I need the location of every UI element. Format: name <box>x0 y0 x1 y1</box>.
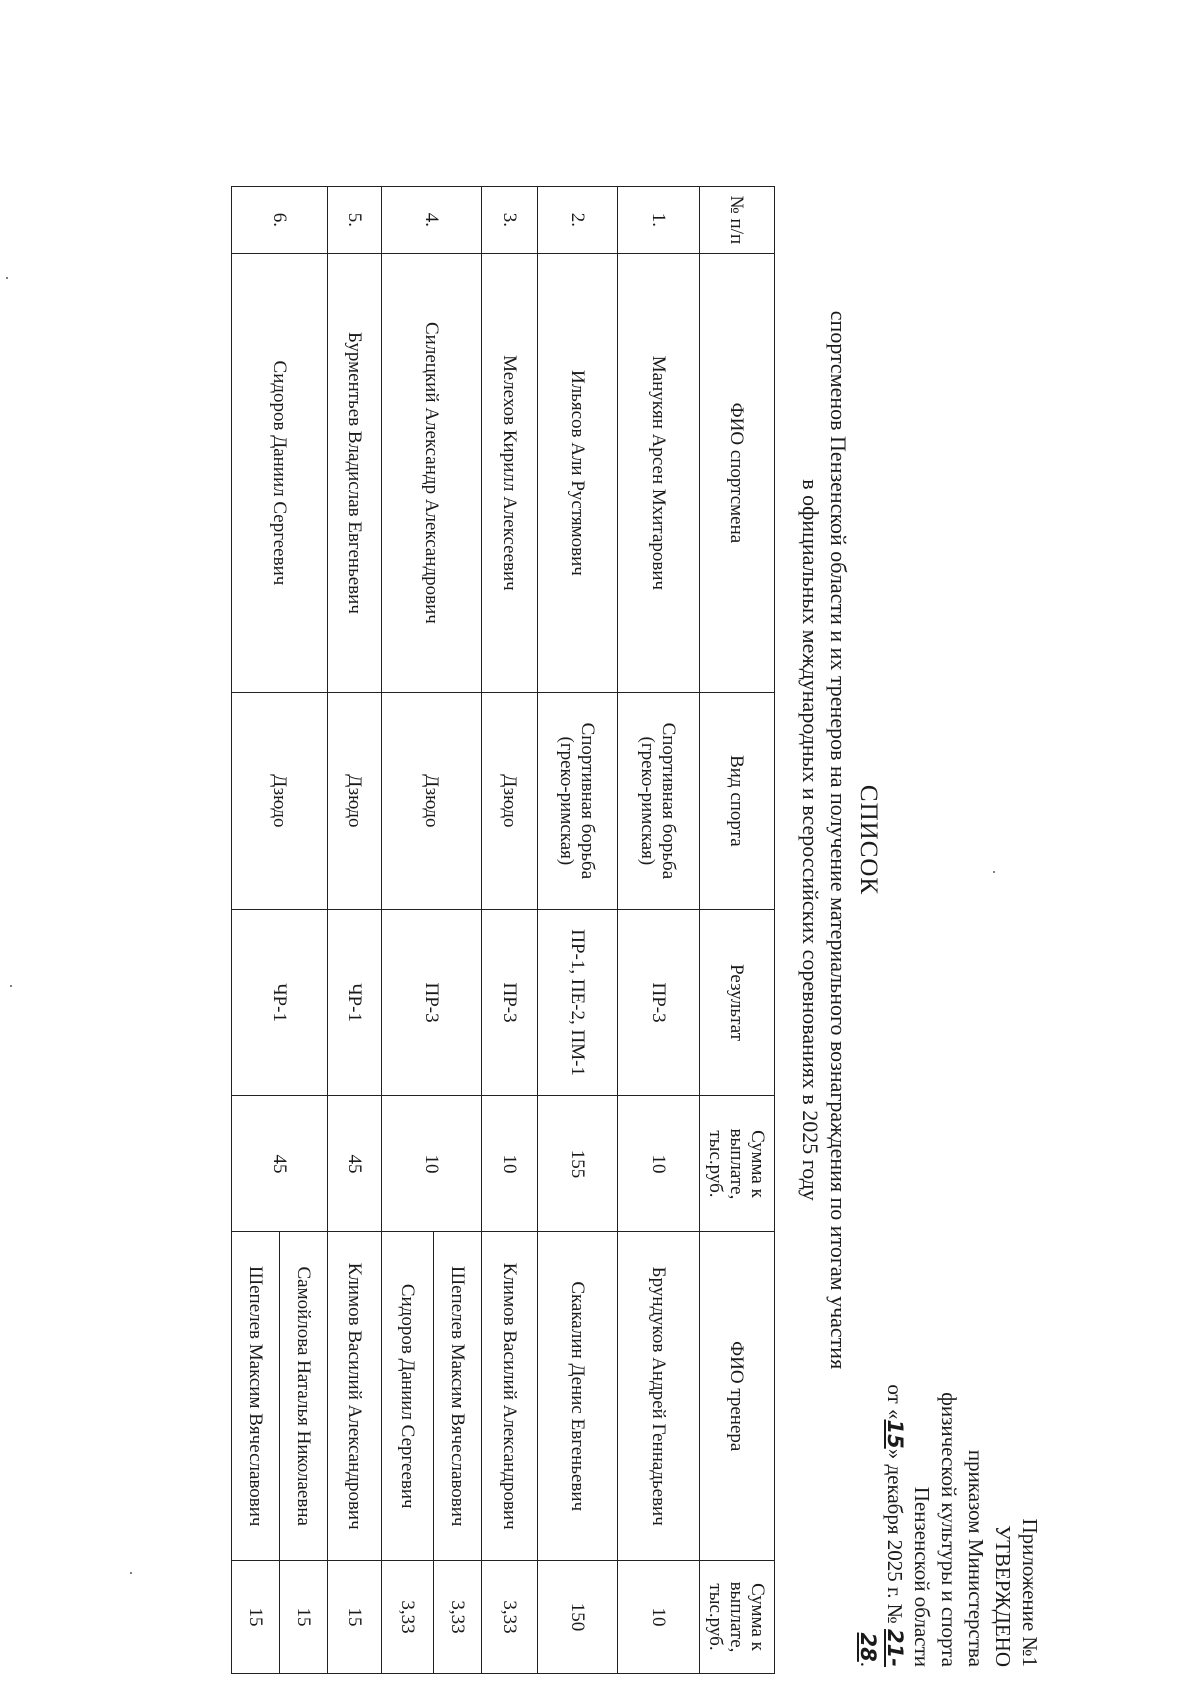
athlete-name: Ильясов Али Рустямович <box>538 253 618 692</box>
athlete-sum: 45 <box>232 1096 328 1232</box>
row-number: 1. <box>618 187 700 254</box>
subtitle-line: спортсменов Пензенской области и их тренеров на получение материального вознаграждения по итогам участия <box>826 310 851 1370</box>
approval-block <box>854 1357 1043 1667</box>
sport-name: Дзюдо <box>232 693 328 910</box>
coach-name: Шепелев Максим Вячеславович <box>434 1232 482 1561</box>
coach-sum: 15 <box>328 1560 382 1673</box>
col-header-coach-sum: Сумма к выплате, тыс.руб. <box>700 1560 775 1673</box>
date-prefix: от « <box>883 1384 907 1420</box>
row-number: 2. <box>538 187 618 254</box>
table-row <box>538 187 618 1674</box>
table-row <box>434 187 482 1674</box>
scan-speck <box>10 985 12 987</box>
subtitle-line: в официальных международных и всероссийских соревнованиях в 2025 году <box>798 479 823 1201</box>
athlete-name: Манукян Арсен Мхитарович <box>618 253 700 692</box>
table-row <box>328 187 382 1674</box>
result: ПР-3 <box>618 909 700 1096</box>
col-header-number: № п/п <box>700 187 775 254</box>
sport-name: Спортивная борьба (греко-римская) <box>538 693 618 910</box>
athlete-name: Мелехов Кирилл Алексеевич <box>482 253 538 692</box>
coach-sum: 3,33 <box>434 1560 482 1673</box>
coach-sum: 15 <box>280 1560 328 1673</box>
date-middle: » декабря 2025 г. № <box>883 1448 907 1624</box>
athlete-sum: 45 <box>328 1096 382 1232</box>
scan-speck <box>993 871 995 873</box>
athlete-sum: 10 <box>482 1096 538 1232</box>
row-number: 4. <box>382 187 482 254</box>
coach-sum: 150 <box>538 1560 618 1673</box>
result: ПР-3 <box>482 909 538 1096</box>
athlete-sum: 155 <box>538 1096 618 1232</box>
table-row <box>482 187 538 1674</box>
row-number: 5. <box>328 187 382 254</box>
table-row <box>280 187 328 1674</box>
appendix-line: Приложение №1 <box>1018 1518 1042 1667</box>
athlete-name: Бурментьев Владислав Евгеньевич <box>328 253 382 692</box>
athlete-name: Сидоров Даниил Сергеевич <box>232 253 328 692</box>
result: ЧР-1 <box>328 909 382 1096</box>
athlete-sum: 10 <box>618 1096 700 1232</box>
sport-name: Дзюдо <box>482 693 538 910</box>
sport-name: Дзюдо <box>328 693 382 910</box>
approval-line: УТВЕРЖДЕНО <box>991 1525 1015 1667</box>
coach-name: Сидоров Даниил Сергеевич <box>382 1232 434 1561</box>
athlete-name: Силецкий Александр Александрович <box>382 253 482 692</box>
result: ПР-1, ПЕ-2, ПМ-1 <box>538 909 618 1096</box>
col-header-athlete-sum: Сумма к выплате, тыс.руб. <box>700 1096 775 1232</box>
date-day: 15 <box>883 1419 907 1449</box>
ministry-line: физической культуры и спорта <box>937 1392 961 1667</box>
scan-speck <box>130 1572 132 1574</box>
coach-name: Скакалин Денис Евгеньевич <box>538 1232 618 1561</box>
sport-name: Спортивная борьба (греко-римская) <box>618 693 700 910</box>
coach-sum: 3,33 <box>482 1560 538 1673</box>
coach-sum: 10 <box>618 1560 700 1673</box>
coach-name: Шепелев Максим Вячеславович <box>232 1232 280 1561</box>
coach-sum: 15 <box>232 1560 280 1673</box>
row-number: 6. <box>232 187 328 254</box>
order-date-line: от «15» декабря 2025 г. № 21-28. <box>856 1384 907 1667</box>
athlete-sum: 10 <box>382 1096 482 1232</box>
col-header-result: Результат <box>700 909 775 1096</box>
sport-name: Дзюдо <box>382 693 482 910</box>
col-header-athlete: ФИО спортсмена <box>700 253 775 692</box>
document-title: СПИСОК <box>855 784 882 896</box>
result: ПР-3 <box>382 909 482 1096</box>
table-header-row <box>700 187 775 1674</box>
scan-speck <box>6 277 8 279</box>
document-subtitle <box>796 230 852 1450</box>
col-header-sport: Вид спорта <box>700 693 775 910</box>
athletes-table <box>231 186 775 1674</box>
row-number: 3. <box>482 187 538 254</box>
coach-sum: 3,33 <box>382 1560 434 1673</box>
order-line: приказом Министерства <box>964 1449 988 1667</box>
col-header-coach: ФИО тренера <box>700 1232 775 1561</box>
region-line: Пензенской области <box>910 1486 934 1667</box>
coach-name: Климов Василий Александрович <box>328 1232 382 1561</box>
coach-name: Самойлова Наталья Николаевна <box>280 1232 328 1561</box>
order-number: 21-28 <box>856 1629 907 1667</box>
coach-name: Климов Василий Александрович <box>482 1232 538 1561</box>
table-row <box>618 187 700 1674</box>
coach-name: Брундуков Андрей Геннадьевич <box>618 1232 700 1561</box>
result: ЧР-1 <box>232 909 328 1096</box>
